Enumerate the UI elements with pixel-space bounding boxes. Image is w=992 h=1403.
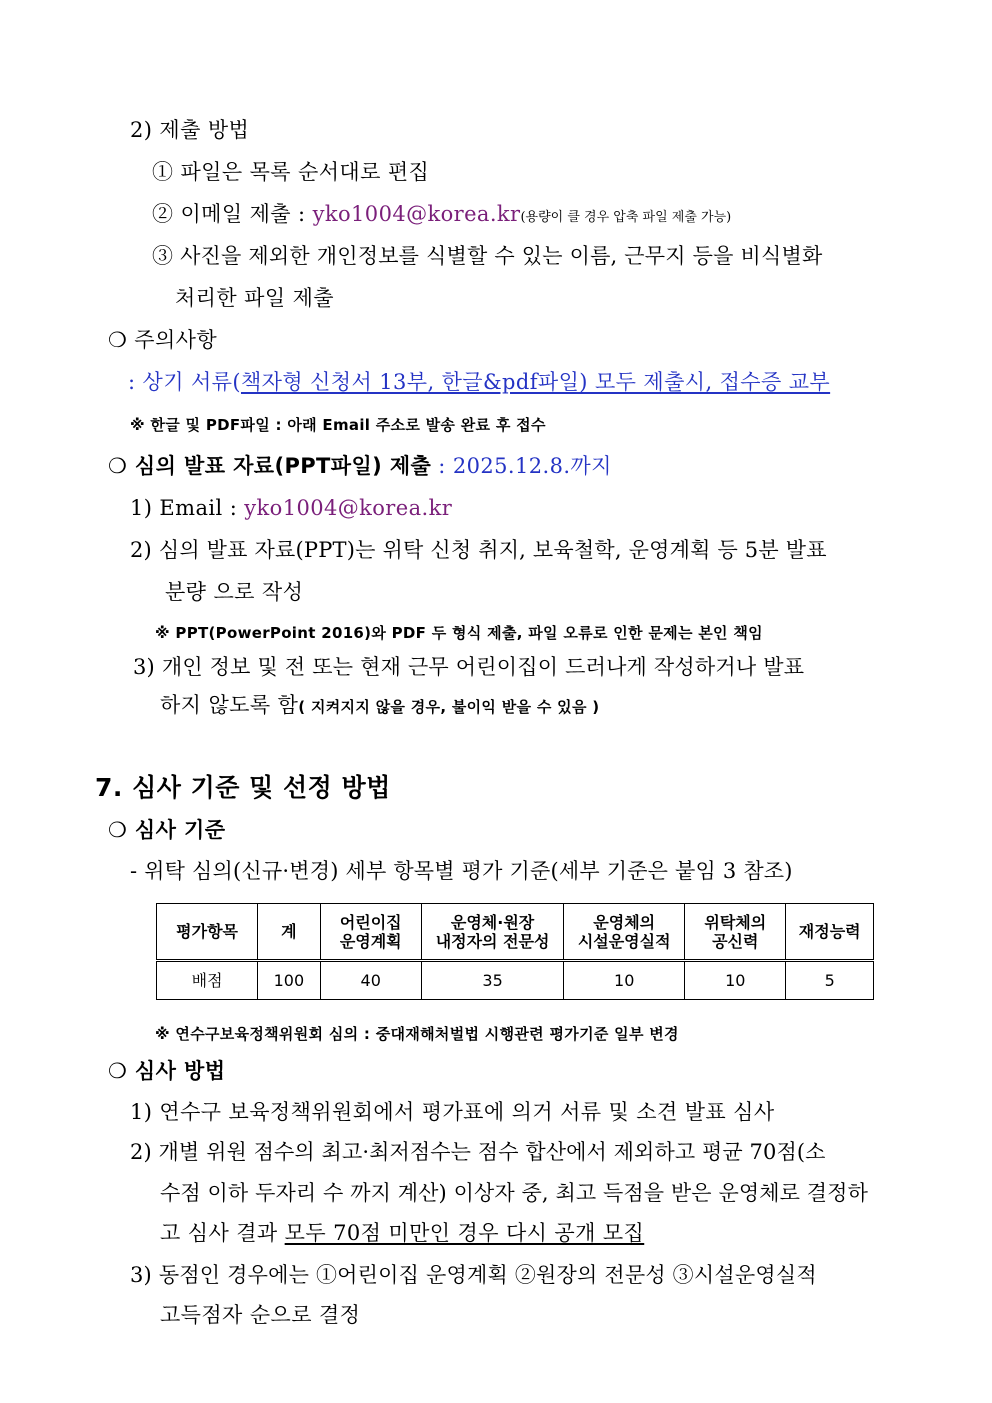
presentation-item-1 bbox=[130, 494, 452, 522]
table-row bbox=[157, 961, 874, 1000]
presentation-item-2-note: ※ PPT(PowerPoint 2016)와 PDF 두 형식 제출, 파일 오류로 인한 문제는 본인 책임 bbox=[155, 624, 763, 642]
cautions-line-underlined: 책자형 신청서 13부, 한글&pdf파일) 모두 제출시, 접수증 교부 bbox=[240, 370, 831, 394]
method-item-2-line-3 bbox=[160, 1219, 644, 1247]
submission-email[interactable]: yko1004@korea.kr bbox=[312, 202, 521, 226]
presentation-item-2-line-1: 2) 심의 발표 자료(PPT)는 위탁 신청 취지, 보육철학, 운영계획 등 5분 발표 bbox=[130, 538, 827, 562]
table-header-cell: 운영체의 시설운영실적 bbox=[564, 904, 685, 961]
method-item-2-line-3-a: 고 심사 결과 bbox=[160, 1221, 285, 1245]
submission-method-title: 2) 제출 방법 bbox=[130, 118, 250, 142]
method-item-1: 1) 연수구 보육정책위원회에서 평가표에 의거 서류 및 소견 발표 심사 bbox=[130, 1100, 775, 1124]
evaluation-table bbox=[156, 903, 874, 1000]
presentation-item-1-prefix: 1) Email : bbox=[130, 496, 245, 520]
submission-item-3-line-1: ③ 사진을 제외한 개인정보를 식별할 수 있는 이름, 근무지 등을 비식별화 bbox=[152, 244, 823, 268]
table-header-cell: 운영체·원장 내정자의 전문성 bbox=[421, 904, 563, 961]
table-cell: 배점 bbox=[157, 961, 258, 1000]
presentation-item-3-line-2 bbox=[160, 691, 599, 721]
method-item-3-line-1: 3) 동점인 경우에는 ①어린이집 운영계획 ②원장의 전문성 ③시설운영실적 bbox=[130, 1263, 817, 1287]
table-header-cell: 재정능력 bbox=[786, 904, 874, 961]
cautions-note: ※ 한글 및 PDF파일 : 아래 Email 주소로 발송 완료 후 접수 bbox=[130, 416, 546, 434]
table-cell: 5 bbox=[786, 961, 874, 1000]
cautions-line bbox=[128, 368, 830, 396]
table-header-cell: 계 bbox=[258, 904, 320, 961]
cautions-title: ❍ 주의사항 bbox=[108, 328, 218, 352]
submission-item-1: ① 파일은 목록 순서대로 편집 bbox=[152, 160, 430, 184]
table-note: ※ 연수구보육정책위원회 심의 : 중대재해처벌법 시행관련 평가기준 일부 변경 bbox=[155, 1025, 679, 1043]
criteria-line: - 위탁 심의(신규·변경) 세부 항목별 평가 기준(세부 기준은 붙임 3 참조) bbox=[130, 859, 793, 883]
cautions-line-prefix: : 상기 서류( bbox=[128, 370, 241, 394]
table-cell: 40 bbox=[320, 961, 421, 1000]
presentation-email[interactable]: yko1004@korea.kr bbox=[244, 496, 453, 520]
method-item-2-line-1: 2) 개별 위원 점수의 최고·최저점수는 점수 합산에서 제외하고 평균 70점(소 bbox=[130, 1140, 826, 1164]
section-7-heading: 7. 심사 기준 및 선정 방법 bbox=[95, 773, 391, 802]
table-cell: 10 bbox=[564, 961, 685, 1000]
method-item-2-line-2: 수점 이하 두자리 수 까지 계산) 이상자 중, 최고 득점을 받은 운영체로 결정하 bbox=[160, 1181, 868, 1205]
presentation-line bbox=[108, 452, 612, 480]
criteria-title: ❍ 심사 기준 bbox=[108, 818, 226, 842]
method-title: ❍ 심사 방법 bbox=[108, 1059, 226, 1083]
submission-email-note: (용량이 클 경우 압축 파일 제출 가능) bbox=[520, 210, 732, 225]
submission-item-2 bbox=[152, 200, 731, 232]
presentation-deadline: : 2025.12.8.까지 bbox=[431, 454, 612, 478]
presentation-item-3-line-1: 3) 개인 정보 및 전 또는 현재 근무 어린이집이 드러나게 작성하거나 발표 bbox=[133, 655, 805, 679]
presentation-item-3-warning: ( 지켜지지 않을 경우, 불이익 받을 수 있음 ) bbox=[298, 698, 600, 716]
method-item-2-underlined: 모두 70점 미만인 경우 다시 공개 모집 bbox=[284, 1221, 645, 1245]
table-header-row bbox=[157, 904, 874, 961]
method-item-3-line-2: 고득점자 순으로 결정 bbox=[160, 1303, 361, 1327]
table-header-cell: 평가항목 bbox=[157, 904, 258, 961]
table-header-cell: 위탁체의 공신력 bbox=[685, 904, 786, 961]
presentation-title: ❍ 심의 발표 자료(PPT파일) 제출 bbox=[108, 454, 432, 478]
presentation-item-3-line-2-a: 하지 않도록 함 bbox=[160, 693, 299, 717]
submission-item-2-prefix: ② 이메일 제출 : bbox=[152, 202, 313, 226]
submission-item-3-line-2: 처리한 파일 제출 bbox=[175, 286, 334, 310]
table-cell: 35 bbox=[421, 961, 563, 1000]
presentation-item-2-line-2: 분량 으로 작성 bbox=[165, 580, 304, 604]
table-header-cell: 어린이집 운영계획 bbox=[320, 904, 421, 961]
table-cell: 10 bbox=[685, 961, 786, 1000]
table-cell: 100 bbox=[258, 961, 320, 1000]
